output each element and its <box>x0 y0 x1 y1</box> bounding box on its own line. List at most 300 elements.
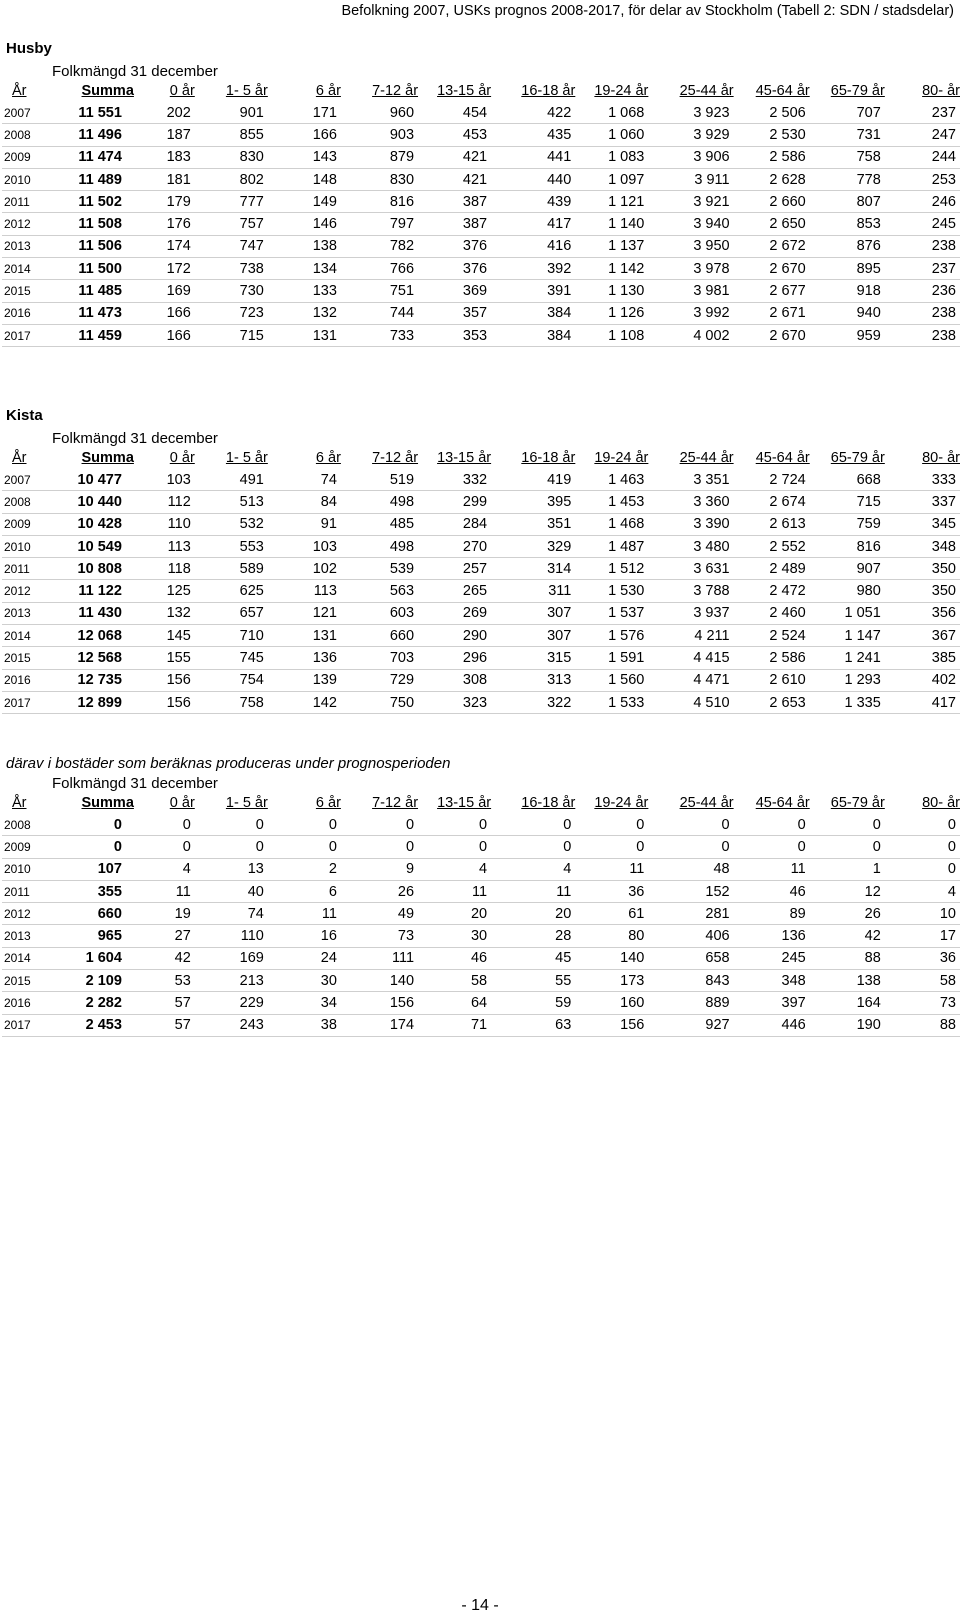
value-cell: 313 <box>491 669 575 691</box>
value-cell: 1 591 <box>575 647 648 669</box>
sum-cell: 107 <box>53 858 134 880</box>
column-header-label: 6 år <box>315 795 341 811</box>
value-cell: 1 140 <box>575 213 648 235</box>
value-cell: 103 <box>134 469 195 491</box>
sum-cell: 11 508 <box>53 213 134 235</box>
value-cell: 777 <box>195 191 268 213</box>
value-cell: 183 <box>134 146 195 168</box>
value-cell: 146 <box>268 213 341 235</box>
value-cell: 160 <box>575 992 648 1014</box>
column-header <box>885 793 960 814</box>
value-cell: 61 <box>575 903 648 925</box>
value-cell: 2 660 <box>734 191 810 213</box>
value-cell: 237 <box>885 102 960 124</box>
value-cell: 36 <box>575 880 648 902</box>
value-cell: 121 <box>268 602 341 624</box>
value-cell: 11 <box>268 903 341 925</box>
value-cell: 754 <box>195 669 268 691</box>
value-cell: 2 628 <box>734 168 810 190</box>
value-cell: 745 <box>195 647 268 669</box>
value-cell: 707 <box>810 102 885 124</box>
value-cell: 1 453 <box>575 491 648 513</box>
value-cell: 797 <box>341 213 418 235</box>
value-cell: 3 981 <box>648 280 733 302</box>
column-header <box>268 793 341 814</box>
column-header-label: 0 år <box>169 450 195 466</box>
value-cell: 103 <box>268 535 341 557</box>
value-cell: 498 <box>341 491 418 513</box>
year-cell: 2017 <box>2 1014 53 1036</box>
value-cell: 238 <box>885 302 960 324</box>
value-cell: 27 <box>134 925 195 947</box>
value-cell: 11 <box>734 858 810 880</box>
value-cell: 202 <box>134 102 195 124</box>
sum-cell: 10 428 <box>53 513 134 535</box>
column-header <box>648 448 733 469</box>
value-cell: 17 <box>885 925 960 947</box>
table-caption: Folkmängd 31 december <box>52 775 218 792</box>
value-cell: 384 <box>491 302 575 324</box>
year-cell: 2010 <box>2 168 53 190</box>
value-cell: 440 <box>491 168 575 190</box>
value-cell: 2 586 <box>734 647 810 669</box>
year-cell: 2015 <box>2 280 53 302</box>
value-cell: 4 510 <box>648 691 733 713</box>
value-cell: 238 <box>885 235 960 257</box>
value-cell: 89 <box>734 903 810 925</box>
value-cell: 0 <box>810 836 885 858</box>
value-cell: 333 <box>885 469 960 491</box>
year-cell: 2014 <box>2 625 53 647</box>
value-cell: 1 126 <box>575 302 648 324</box>
column-header-label: 65-79 år <box>830 83 885 99</box>
value-cell: 3 929 <box>648 124 733 146</box>
value-cell: 1 533 <box>575 691 648 713</box>
column-header <box>195 448 268 469</box>
value-cell: 1 137 <box>575 235 648 257</box>
table-row <box>2 324 960 346</box>
table-header-row <box>2 81 960 102</box>
value-cell: 532 <box>195 513 268 535</box>
column-header-label: 25-44 år <box>679 83 734 99</box>
value-cell: 2 613 <box>734 513 810 535</box>
value-cell: 19 <box>134 903 195 925</box>
value-cell: 0 <box>648 836 733 858</box>
value-cell: 715 <box>810 491 885 513</box>
value-cell: 48 <box>648 858 733 880</box>
column-header <box>418 81 491 102</box>
value-cell: 843 <box>648 970 733 992</box>
value-cell: 2 653 <box>734 691 810 713</box>
year-cell: 2014 <box>2 258 53 280</box>
value-cell: 244 <box>885 146 960 168</box>
value-cell: 57 <box>134 992 195 1014</box>
value-cell: 350 <box>885 558 960 580</box>
value-cell: 406 <box>648 925 733 947</box>
value-cell: 270 <box>418 535 491 557</box>
value-cell: 563 <box>341 580 418 602</box>
value-cell: 11 <box>491 880 575 902</box>
year-cell: 2011 <box>2 558 53 580</box>
sum-cell: 11 459 <box>53 324 134 346</box>
column-header-label: År <box>12 450 27 466</box>
page-header-title: Befolkning 2007, USKs prognos 2008-2017, för delar av Stockholm (Tabell 2: SDN / stadsdelar) <box>341 3 954 19</box>
value-cell: 422 <box>491 102 575 124</box>
column-header <box>648 81 733 102</box>
year-cell: 2017 <box>2 324 53 346</box>
value-cell: 3 631 <box>648 558 733 580</box>
sum-cell: 11 474 <box>53 146 134 168</box>
value-cell: 0 <box>648 814 733 836</box>
year-cell: 2012 <box>2 213 53 235</box>
sum-cell: 0 <box>53 836 134 858</box>
column-header-label: 7-12 år <box>372 450 419 466</box>
value-cell: 816 <box>341 191 418 213</box>
value-cell: 134 <box>268 258 341 280</box>
value-cell: 110 <box>134 513 195 535</box>
value-cell: 166 <box>134 324 195 346</box>
value-cell: 446 <box>734 1014 810 1036</box>
value-cell: 49 <box>341 903 418 925</box>
value-cell: 0 <box>885 858 960 880</box>
value-cell: 387 <box>418 191 491 213</box>
value-cell: 453 <box>418 124 491 146</box>
value-cell: 1 147 <box>810 625 885 647</box>
column-header-label: 1- 5 år <box>225 450 268 466</box>
value-cell: 245 <box>734 947 810 969</box>
value-cell: 391 <box>491 280 575 302</box>
value-cell: 2 670 <box>734 324 810 346</box>
value-cell: 1 051 <box>810 602 885 624</box>
value-cell: 45 <box>491 947 575 969</box>
sum-cell: 11 473 <box>53 302 134 324</box>
table-row <box>2 558 960 580</box>
value-cell: 0 <box>491 814 575 836</box>
value-cell: 903 <box>341 124 418 146</box>
column-header-label: Summa <box>81 795 134 811</box>
value-cell: 855 <box>195 124 268 146</box>
value-cell: 782 <box>341 235 418 257</box>
value-cell: 143 <box>268 146 341 168</box>
table-row <box>2 858 960 880</box>
value-cell: 53 <box>134 970 195 992</box>
column-header <box>885 81 960 102</box>
column-header-label: 16-18 år <box>521 450 576 466</box>
value-cell: 927 <box>648 1014 733 1036</box>
sum-cell: 12 568 <box>53 647 134 669</box>
value-cell: 392 <box>491 258 575 280</box>
value-cell: 20 <box>418 903 491 925</box>
value-cell: 307 <box>491 602 575 624</box>
value-cell: 59 <box>491 992 575 1014</box>
value-cell: 660 <box>341 625 418 647</box>
value-cell: 0 <box>134 836 195 858</box>
value-cell: 12 <box>810 880 885 902</box>
column-header-label: 1- 5 år <box>225 83 268 99</box>
sum-cell: 11 430 <box>53 602 134 624</box>
value-cell: 138 <box>810 970 885 992</box>
value-cell: 1 241 <box>810 647 885 669</box>
value-cell: 257 <box>418 558 491 580</box>
table-row <box>2 814 960 836</box>
value-cell: 73 <box>341 925 418 947</box>
sum-cell: 11 502 <box>53 191 134 213</box>
value-cell: 237 <box>885 258 960 280</box>
table-row <box>2 235 960 257</box>
value-cell: 395 <box>491 491 575 513</box>
value-cell: 830 <box>195 146 268 168</box>
sum-cell: 10 477 <box>53 469 134 491</box>
table-row <box>2 691 960 713</box>
column-header-label: 45-64 år <box>755 83 810 99</box>
value-cell: 959 <box>810 324 885 346</box>
value-cell: 940 <box>810 302 885 324</box>
year-cell: 2013 <box>2 602 53 624</box>
value-cell: 0 <box>268 836 341 858</box>
value-cell: 38 <box>268 1014 341 1036</box>
sum-cell: 10 440 <box>53 491 134 513</box>
value-cell: 830 <box>341 168 418 190</box>
value-cell: 337 <box>885 491 960 513</box>
value-cell: 169 <box>134 280 195 302</box>
value-cell: 2 <box>268 858 341 880</box>
value-cell: 172 <box>134 258 195 280</box>
value-cell: 889 <box>648 992 733 1014</box>
value-cell: 421 <box>418 168 491 190</box>
value-cell: 322 <box>491 691 575 713</box>
column-header-label: 13-15 år <box>437 83 492 99</box>
value-cell: 2 506 <box>734 102 810 124</box>
value-cell: 269 <box>418 602 491 624</box>
value-cell: 142 <box>268 691 341 713</box>
value-cell: 113 <box>268 580 341 602</box>
value-cell: 10 <box>885 903 960 925</box>
column-header <box>2 793 53 814</box>
value-cell: 174 <box>341 1014 418 1036</box>
value-cell: 387 <box>418 213 491 235</box>
column-header-label: 25-44 år <box>679 795 734 811</box>
year-cell: 2009 <box>2 146 53 168</box>
table-row <box>2 491 960 513</box>
value-cell: 2 672 <box>734 235 810 257</box>
value-cell: 625 <box>195 580 268 602</box>
value-cell: 174 <box>134 235 195 257</box>
value-cell: 46 <box>418 947 491 969</box>
value-cell: 351 <box>491 513 575 535</box>
value-cell: 148 <box>268 168 341 190</box>
value-cell: 2 489 <box>734 558 810 580</box>
table-caption: Folkmängd 31 december <box>52 430 218 447</box>
value-cell: 0 <box>734 836 810 858</box>
value-cell: 187 <box>134 124 195 146</box>
year-cell: 2013 <box>2 235 53 257</box>
value-cell: 16 <box>268 925 341 947</box>
value-cell: 4 <box>491 858 575 880</box>
column-header <box>575 81 648 102</box>
column-header <box>341 81 418 102</box>
sum-cell: 2 282 <box>53 992 134 1014</box>
value-cell: 750 <box>341 691 418 713</box>
column-header-label: År <box>12 83 27 99</box>
column-header <box>53 81 134 102</box>
column-header <box>268 81 341 102</box>
sum-cell: 11 500 <box>53 258 134 280</box>
value-cell: 435 <box>491 124 575 146</box>
table-row <box>2 836 960 858</box>
value-cell: 1 487 <box>575 535 648 557</box>
table-row <box>2 213 960 235</box>
value-cell: 265 <box>418 580 491 602</box>
value-cell: 3 480 <box>648 535 733 557</box>
value-cell: 131 <box>268 625 341 647</box>
sum-cell: 11 551 <box>53 102 134 124</box>
value-cell: 960 <box>341 102 418 124</box>
value-cell: 816 <box>810 535 885 557</box>
value-cell: 13 <box>195 858 268 880</box>
value-cell: 539 <box>341 558 418 580</box>
table-row <box>2 146 960 168</box>
population-table <box>2 793 960 1037</box>
value-cell: 113 <box>134 535 195 557</box>
table-row <box>2 925 960 947</box>
value-cell: 3 906 <box>648 146 733 168</box>
value-cell: 0 <box>134 814 195 836</box>
sum-cell: 10 549 <box>53 535 134 557</box>
table-row <box>2 992 960 1014</box>
value-cell: 2 650 <box>734 213 810 235</box>
sum-cell: 11 489 <box>53 168 134 190</box>
value-cell: 34 <box>268 992 341 1014</box>
value-cell: 353 <box>418 324 491 346</box>
column-header-label: 80- år <box>922 83 960 99</box>
value-cell: 3 992 <box>648 302 733 324</box>
value-cell: 1 <box>810 858 885 880</box>
column-header-label: 45-64 år <box>755 450 810 466</box>
value-cell: 553 <box>195 535 268 557</box>
value-cell: 133 <box>268 280 341 302</box>
year-cell: 2011 <box>2 880 53 902</box>
value-cell: 1 512 <box>575 558 648 580</box>
value-cell: 284 <box>418 513 491 535</box>
value-cell: 42 <box>810 925 885 947</box>
column-header <box>53 448 134 469</box>
sum-cell: 11 496 <box>53 124 134 146</box>
table-header-row <box>2 448 960 469</box>
value-cell: 4 471 <box>648 669 733 691</box>
value-cell: 454 <box>418 102 491 124</box>
table-row <box>2 191 960 213</box>
table-row <box>2 535 960 557</box>
table-row <box>2 880 960 902</box>
column-header-label: 7-12 år <box>372 83 419 99</box>
value-cell: 0 <box>268 814 341 836</box>
value-cell: 2 674 <box>734 491 810 513</box>
value-cell: 498 <box>341 535 418 557</box>
value-cell: 156 <box>134 691 195 713</box>
column-header <box>734 448 810 469</box>
value-cell: 171 <box>268 102 341 124</box>
value-cell: 3 921 <box>648 191 733 213</box>
value-cell: 4 <box>134 858 195 880</box>
value-cell: 439 <box>491 191 575 213</box>
value-cell: 744 <box>341 302 418 324</box>
value-cell: 296 <box>418 647 491 669</box>
value-cell: 1 463 <box>575 469 648 491</box>
year-cell: 2016 <box>2 992 53 1014</box>
value-cell: 0 <box>885 814 960 836</box>
value-cell: 156 <box>341 992 418 1014</box>
value-cell: 416 <box>491 235 575 257</box>
table-row <box>2 903 960 925</box>
value-cell: 2 677 <box>734 280 810 302</box>
sum-cell: 12 735 <box>53 669 134 691</box>
value-cell: 1 335 <box>810 691 885 713</box>
value-cell: 28 <box>491 925 575 947</box>
value-cell: 40 <box>195 880 268 902</box>
value-cell: 367 <box>885 625 960 647</box>
year-cell: 2008 <box>2 814 53 836</box>
value-cell: 71 <box>418 1014 491 1036</box>
value-cell: 3 360 <box>648 491 733 513</box>
column-header-label: 13-15 år <box>437 450 492 466</box>
value-cell: 603 <box>341 602 418 624</box>
value-cell: 88 <box>810 947 885 969</box>
value-cell: 0 <box>491 836 575 858</box>
value-cell: 731 <box>810 124 885 146</box>
value-cell: 3 950 <box>648 235 733 257</box>
column-header-label: 16-18 år <box>521 83 576 99</box>
value-cell: 46 <box>734 880 810 902</box>
value-cell: 710 <box>195 625 268 647</box>
value-cell: 166 <box>134 302 195 324</box>
value-cell: 3 390 <box>648 513 733 535</box>
column-header <box>885 448 960 469</box>
value-cell: 166 <box>268 124 341 146</box>
value-cell: 384 <box>491 324 575 346</box>
value-cell: 751 <box>341 280 418 302</box>
value-cell: 0 <box>341 836 418 858</box>
value-cell: 118 <box>134 558 195 580</box>
value-cell: 11 <box>575 858 648 880</box>
value-cell: 88 <box>885 1014 960 1036</box>
value-cell: 1 083 <box>575 146 648 168</box>
sum-cell: 2 109 <box>53 970 134 992</box>
value-cell: 2 472 <box>734 580 810 602</box>
value-cell: 307 <box>491 625 575 647</box>
column-header <box>491 448 575 469</box>
table-row <box>2 947 960 969</box>
value-cell: 2 670 <box>734 258 810 280</box>
value-cell: 369 <box>418 280 491 302</box>
value-cell: 0 <box>810 814 885 836</box>
sum-cell: 660 <box>53 903 134 925</box>
table-row <box>2 258 960 280</box>
value-cell: 0 <box>195 814 268 836</box>
column-header-label: 16-18 år <box>521 795 576 811</box>
value-cell: 853 <box>810 213 885 235</box>
column-header <box>53 793 134 814</box>
value-cell: 513 <box>195 491 268 513</box>
value-cell: 169 <box>195 947 268 969</box>
value-cell: 3 911 <box>648 168 733 190</box>
value-cell: 176 <box>134 213 195 235</box>
value-cell: 91 <box>268 513 341 535</box>
value-cell: 1 108 <box>575 324 648 346</box>
value-cell: 315 <box>491 647 575 669</box>
value-cell: 417 <box>885 691 960 713</box>
value-cell: 2 586 <box>734 146 810 168</box>
value-cell: 213 <box>195 970 268 992</box>
